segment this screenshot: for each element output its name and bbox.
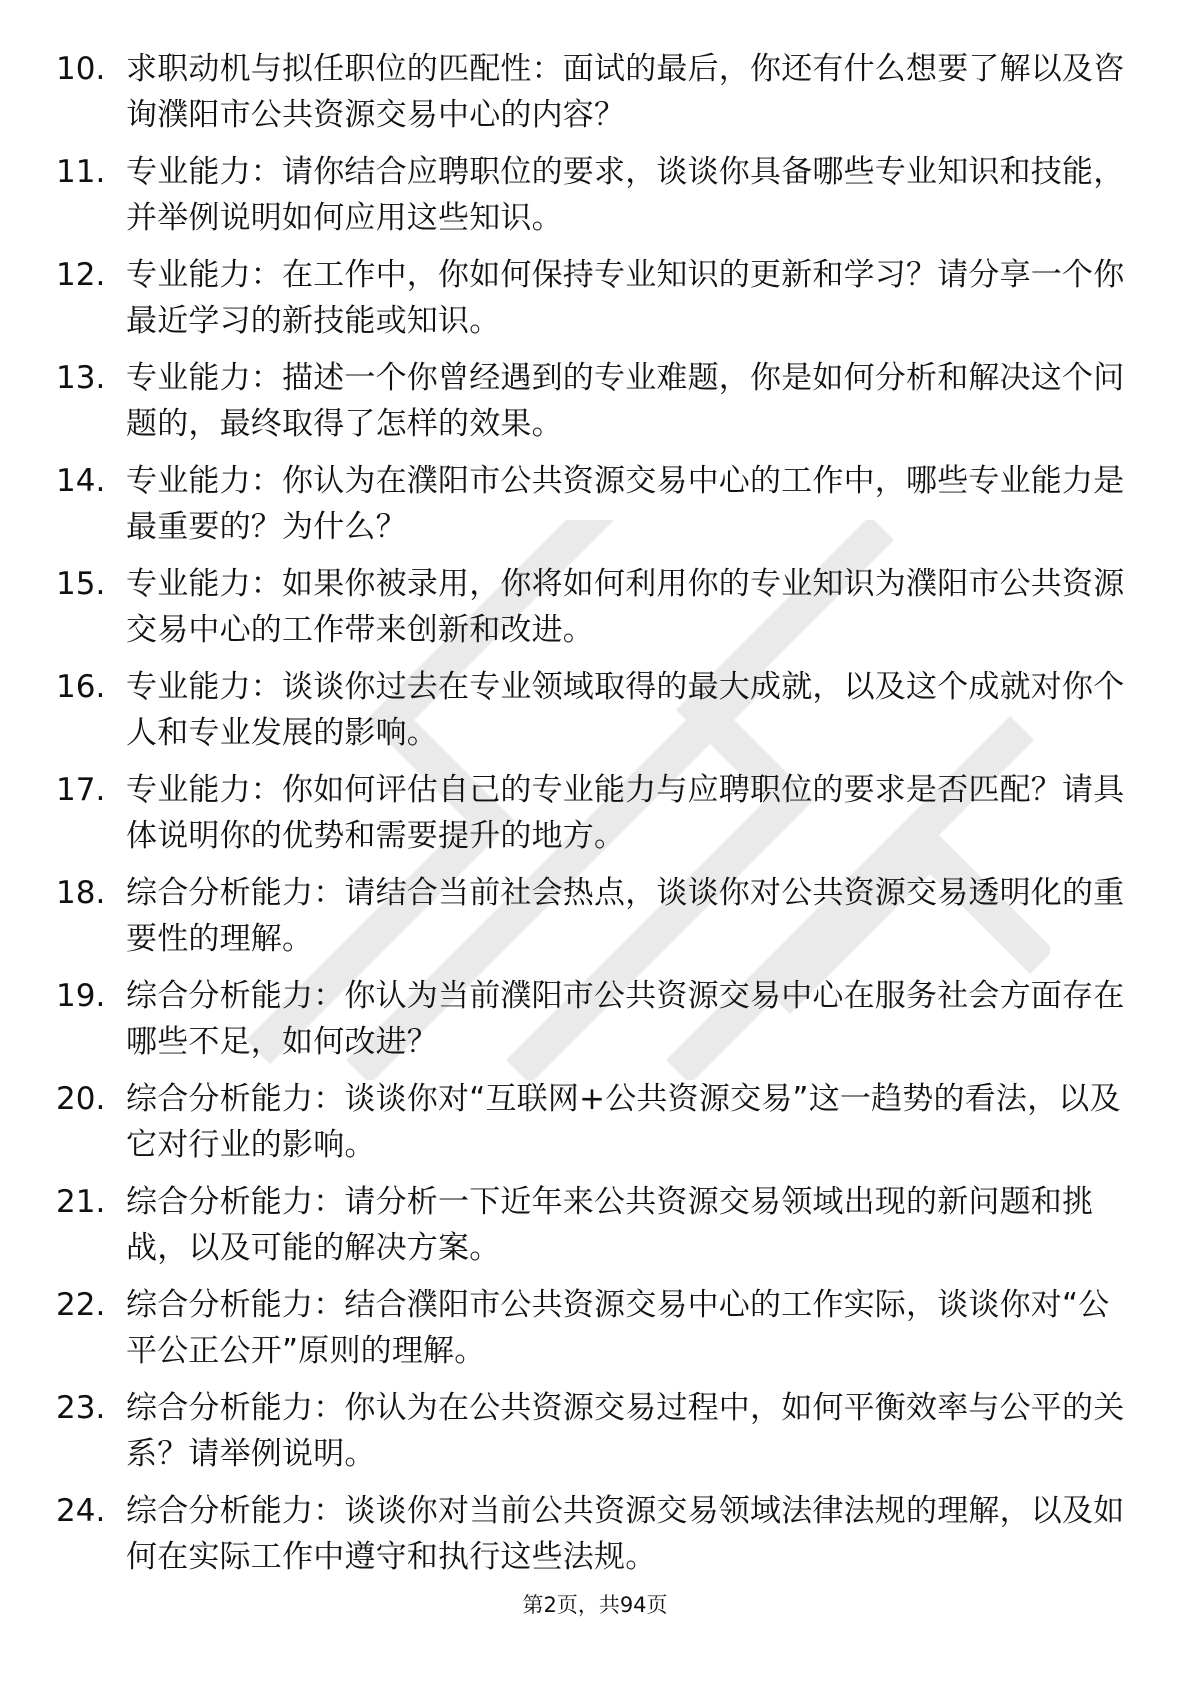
question-item (56, 1076, 1136, 1179)
question-number: 24. (56, 1493, 106, 1529)
question-text: 综合分析能力：谈谈你对“互联网+公共资源交易”这一趋势的看法，以及它对行业的影响。 (126, 1081, 1121, 1163)
question-number: 21. (56, 1184, 106, 1220)
question-number: 18. (56, 875, 106, 911)
question-item (56, 767, 1136, 870)
question-text: 专业能力：你认为在濮阳市公共资源交易中心的工作中，哪些专业能力是最重要的？为什么？ (126, 463, 1125, 545)
question-item (56, 1282, 1136, 1385)
question-number: 10. (56, 51, 106, 87)
question-item (56, 46, 1136, 149)
question-number: 19. (56, 978, 106, 1014)
question-item (56, 664, 1136, 767)
question-text: 综合分析能力：结合濮阳市公共资源交易中心的工作实际，谈谈你对“公平公正公开”原则的理解。 (126, 1287, 1110, 1369)
question-number: 15. (56, 566, 106, 602)
question-item (56, 1179, 1136, 1282)
question-text: 专业能力：在工作中，你如何保持专业知识的更新和学习？请分享一个你最近学习的新技能或知识。 (126, 257, 1125, 339)
question-text: 综合分析能力：谈谈你对当前公共资源交易领域法律法规的理解，以及如何在实际工作中遵守和执行这些法规。 (126, 1493, 1125, 1575)
page-footer (0, 1590, 1190, 1620)
question-item (56, 1385, 1136, 1488)
question-text: 专业能力：请你结合应聘职位的要求，谈谈你具备哪些专业知识和技能，并举例说明如何应用这些知识。 (126, 154, 1125, 236)
question-item (56, 973, 1136, 1076)
question-item (56, 1488, 1136, 1591)
question-item (56, 252, 1136, 355)
question-number: 20. (56, 1081, 106, 1117)
question-text: 专业能力：谈谈你过去在专业领域取得的最大成就，以及这个成就对你个人和专业发展的影响。 (126, 669, 1125, 751)
question-number: 12. (56, 257, 106, 293)
question-number: 23. (56, 1390, 106, 1426)
question-number: 11. (56, 154, 106, 190)
question-text: 专业能力：你如何评估自己的专业能力与应聘职位的要求是否匹配？请具体说明你的优势和需要提升的地方。 (126, 772, 1125, 854)
question-number: 22. (56, 1287, 106, 1323)
question-number: 16. (56, 669, 106, 705)
question-text: 综合分析能力：你认为当前濮阳市公共资源交易中心在服务社会方面存在哪些不足，如何改进？ (126, 978, 1125, 1060)
question-item (56, 355, 1136, 458)
question-item (56, 149, 1136, 252)
question-text: 综合分析能力：请结合当前社会热点，谈谈你对公共资源交易透明化的重要性的理解。 (126, 875, 1125, 957)
question-text: 求职动机与拟任职位的匹配性：面试的最后，你还有什么想要了解以及咨询濮阳市公共资源交易中心的内容？ (126, 51, 1125, 133)
question-number: 14. (56, 463, 106, 499)
question-item (56, 870, 1136, 973)
question-number: 17. (56, 772, 106, 808)
question-text: 综合分析能力：你认为在公共资源交易过程中，如何平衡效率与公平的关系？请举例说明。 (126, 1390, 1125, 1472)
page-number-label: 第2页，共94页 (522, 1593, 668, 1617)
question-text: 专业能力：描述一个你曾经遇到的专业难题，你是如何分析和解决这个问题的，最终取得了怎样的效果。 (126, 360, 1125, 442)
question-list (56, 46, 1136, 1591)
question-item (56, 561, 1136, 664)
question-text: 综合分析能力：请分析一下近年来公共资源交易领域出现的新问题和挑战，以及可能的解决方案。 (126, 1184, 1094, 1266)
question-number: 13. (56, 360, 106, 396)
question-item (56, 458, 1136, 561)
question-text: 专业能力：如果你被录用，你将如何利用你的专业知识为濮阳市公共资源交易中心的工作带来创新和改进。 (126, 566, 1125, 648)
